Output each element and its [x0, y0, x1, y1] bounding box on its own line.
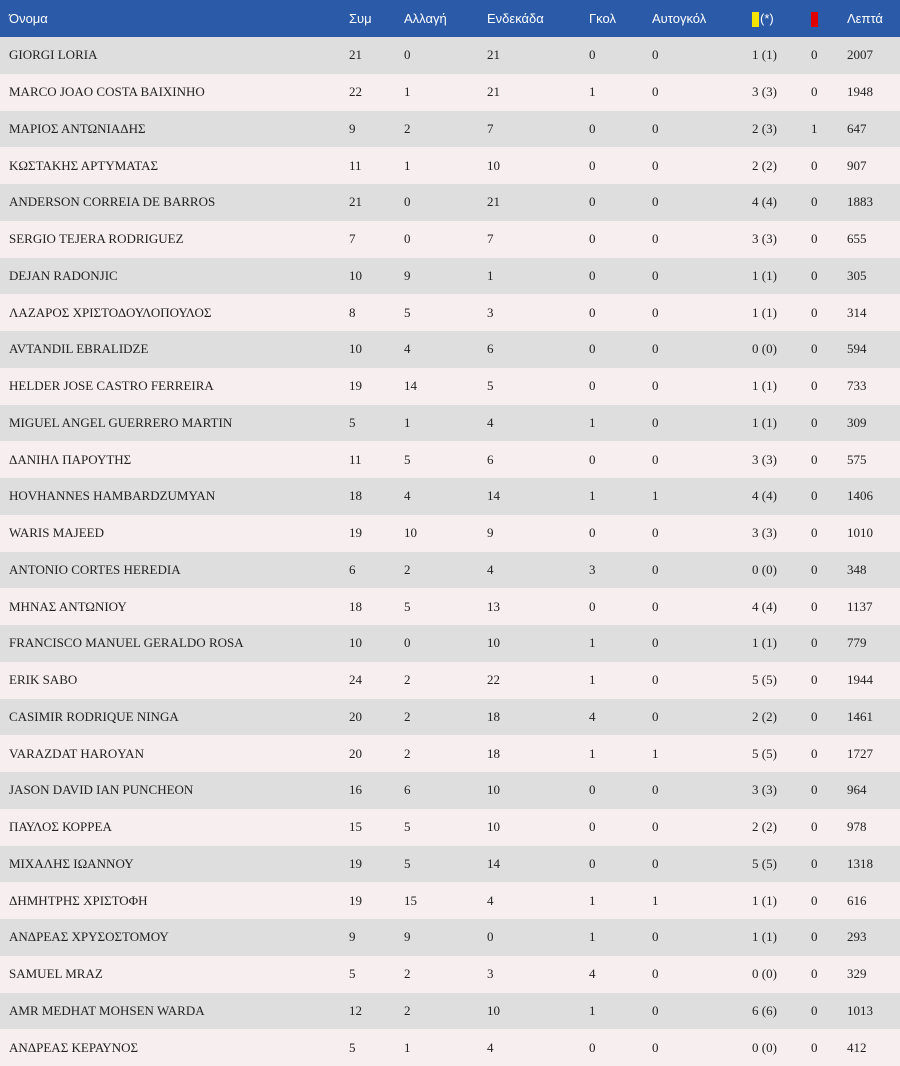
cell-minutes: 1318 [847, 855, 873, 871]
cell-apps: 20 [349, 745, 362, 761]
cell-name: FRANCISCO MANUEL GERALDO ROSA [9, 635, 244, 651]
cell-own-goals: 0 [652, 231, 659, 247]
cell-apps: 11 [349, 451, 362, 467]
cell-own-goals: 0 [652, 304, 659, 320]
cell-goals: 0 [589, 525, 596, 541]
cell-goals: 0 [589, 855, 596, 871]
cell-yellow-cards: 0 (0) [752, 341, 777, 357]
cell-yellow-cards: 2 (2) [752, 708, 777, 724]
cell-starts: 4 [487, 892, 494, 908]
cell-starts: 13 [487, 598, 500, 614]
cell-apps: 22 [349, 84, 362, 100]
cell-minutes: 594 [847, 341, 867, 357]
cell-name: ΚΩΣΤΑΚΗΣ ΑΡΤΥΜΑΤΑΣ [9, 157, 159, 173]
table-row [0, 221, 900, 258]
cell-minutes: 733 [847, 378, 867, 394]
cell-yellow-cards: 4 (4) [752, 488, 777, 504]
cell-starts: 6 [487, 341, 494, 357]
cell-name: ΜΑΡΙΟΣ ΑΝΤΩΝΙΑΔΗΣ [9, 120, 146, 136]
cell-own-goals: 0 [652, 598, 659, 614]
column-header-apps[interactable]: Συμ [349, 11, 372, 26]
cell-red-cards: 0 [811, 635, 818, 651]
table-row [0, 919, 900, 956]
cell-starts: 6 [487, 451, 494, 467]
cell-subs: 1 [404, 84, 411, 100]
cell-own-goals: 0 [652, 267, 659, 283]
cell-starts: 3 [487, 304, 494, 320]
cell-red-cards: 0 [811, 341, 818, 357]
cell-minutes: 1013 [847, 1002, 873, 1018]
cell-subs: 1 [404, 157, 411, 173]
table-row [0, 184, 900, 221]
cell-name: HOVHANNES HAMBARDZUMYAN [9, 488, 216, 504]
cell-name: CASIMIR RODRIQUE NINGA [9, 708, 179, 724]
cell-red-cards: 0 [811, 1002, 818, 1018]
cell-apps: 12 [349, 1002, 362, 1018]
cell-subs: 5 [404, 451, 411, 467]
cell-red-cards: 0 [811, 1039, 818, 1055]
cell-minutes: 293 [847, 929, 867, 945]
cell-apps: 18 [349, 598, 362, 614]
cell-own-goals: 0 [652, 47, 659, 63]
cell-minutes: 978 [847, 819, 867, 835]
cell-red-cards: 0 [811, 561, 818, 577]
cell-subs: 4 [404, 488, 411, 504]
cell-minutes: 305 [847, 267, 867, 283]
cell-goals: 4 [589, 966, 596, 982]
cell-yellow-cards: 5 (5) [752, 855, 777, 871]
cell-minutes: 329 [847, 966, 867, 982]
cell-apps: 10 [349, 341, 362, 357]
cell-goals: 1 [589, 929, 596, 945]
cell-minutes: 1944 [847, 672, 873, 688]
table-row [0, 331, 900, 368]
table-row [0, 294, 900, 331]
cell-name: GIORGI LORIA [9, 47, 98, 63]
cell-subs: 0 [404, 194, 411, 210]
cell-subs: 2 [404, 561, 411, 577]
cell-name: HELDER JOSE CASTRO FERREIRA [9, 378, 214, 394]
cell-own-goals: 0 [652, 1039, 659, 1055]
table-row [0, 809, 900, 846]
cell-red-cards: 0 [811, 231, 818, 247]
cell-subs: 4 [404, 341, 411, 357]
cell-starts: 7 [487, 120, 494, 136]
cell-apps: 9 [349, 929, 356, 945]
cell-minutes: 348 [847, 561, 867, 577]
cell-subs: 2 [404, 672, 411, 688]
cell-yellow-cards: 0 (0) [752, 966, 777, 982]
cell-starts: 7 [487, 231, 494, 247]
table-row [0, 956, 900, 993]
column-header-name[interactable]: Όνομα [9, 11, 48, 26]
cell-starts: 0 [487, 929, 494, 945]
cell-apps: 8 [349, 304, 356, 320]
cell-name: ANDERSON CORREIA DE BARROS [9, 194, 216, 210]
cell-yellow-cards: 2 (2) [752, 819, 777, 835]
cell-starts: 10 [487, 1002, 500, 1018]
cell-subs: 6 [404, 782, 411, 798]
cell-minutes: 779 [847, 635, 867, 651]
cell-red-cards: 0 [811, 378, 818, 394]
cell-yellow-cards: 1 (1) [752, 892, 777, 908]
cell-apps: 5 [349, 414, 356, 430]
table-body [0, 37, 900, 1066]
cell-apps: 9 [349, 120, 356, 136]
cell-subs: 9 [404, 929, 411, 945]
cell-goals: 0 [589, 120, 596, 136]
cell-minutes: 1406 [847, 488, 873, 504]
cell-starts: 18 [487, 708, 500, 724]
cell-goals: 0 [589, 451, 596, 467]
table-row [0, 37, 900, 74]
cell-apps: 21 [349, 47, 362, 63]
cell-starts: 21 [487, 47, 500, 63]
cell-red-cards: 0 [811, 598, 818, 614]
table-row [0, 405, 900, 442]
cell-name: MARCO JOAO COSTA BAIXINHO [9, 84, 205, 100]
cell-apps: 19 [349, 855, 362, 871]
table-row [0, 441, 900, 478]
cell-red-cards: 0 [811, 525, 818, 541]
cell-own-goals: 0 [652, 157, 659, 173]
cell-yellow-cards: 3 (3) [752, 451, 777, 467]
cell-name: AVTANDIL EBRALIDZE [9, 341, 149, 357]
cell-goals: 0 [589, 819, 596, 835]
cell-subs: 5 [404, 855, 411, 871]
cell-minutes: 616 [847, 892, 867, 908]
cell-own-goals: 0 [652, 84, 659, 100]
cell-goals: 0 [589, 157, 596, 173]
cell-name: AMR MEDHAT MOHSEN WARDA [9, 1002, 205, 1018]
cell-name: ΑΝΔΡΕΑΣ ΚΕΡΑΥΝΟΣ [9, 1039, 139, 1055]
cell-yellow-cards: 1 (1) [752, 47, 777, 63]
table-row [0, 258, 900, 295]
cell-apps: 5 [349, 966, 356, 982]
cell-own-goals: 0 [652, 194, 659, 210]
cell-own-goals: 0 [652, 525, 659, 541]
table-row [0, 662, 900, 699]
cell-goals: 1 [589, 84, 596, 100]
cell-red-cards: 0 [811, 304, 818, 320]
cell-name: ΑΝΔΡΕΑΣ ΧΡΥΣΟΣΤΟΜΟΥ [9, 929, 169, 945]
cell-name: ΜΙΧΑΛΗΣ ΙΩΑΝΝΟΥ [9, 855, 134, 871]
cell-red-cards: 0 [811, 488, 818, 504]
cell-minutes: 575 [847, 451, 867, 467]
cell-yellow-cards: 2 (3) [752, 120, 777, 136]
cell-apps: 10 [349, 267, 362, 283]
cell-name: WARIS MAJEED [9, 525, 104, 541]
cell-starts: 14 [487, 855, 500, 871]
yellow-card-icon [752, 12, 759, 27]
cell-starts: 10 [487, 157, 500, 173]
table-row [0, 735, 900, 772]
cell-goals: 1 [589, 488, 596, 504]
cell-yellow-cards: 4 (4) [752, 598, 777, 614]
cell-minutes: 907 [847, 157, 867, 173]
table-row [0, 74, 900, 111]
cell-goals: 4 [589, 708, 596, 724]
cell-apps: 20 [349, 708, 362, 724]
cell-yellow-cards: 1 (1) [752, 378, 777, 394]
column-header-goals[interactable]: Γκολ [589, 11, 616, 26]
cell-apps: 19 [349, 525, 362, 541]
cell-name: DEJAN RADONJIC [9, 267, 118, 283]
column-header-yellow-cards[interactable] [752, 0, 811, 37]
cell-subs: 0 [404, 231, 411, 247]
cell-own-goals: 1 [652, 892, 659, 908]
cell-goals: 1 [589, 745, 596, 761]
table-row [0, 882, 900, 919]
cell-red-cards: 0 [811, 745, 818, 761]
cell-subs: 15 [404, 892, 417, 908]
cell-minutes: 412 [847, 1039, 867, 1055]
cell-goals: 0 [589, 47, 596, 63]
table-row [0, 699, 900, 736]
column-header-minutes[interactable]: Λεπτά [847, 11, 883, 26]
cell-starts: 9 [487, 525, 494, 541]
cell-apps: 10 [349, 635, 362, 651]
cell-own-goals: 0 [652, 378, 659, 394]
cell-name: ΜΗΝΑΣ ΑΝΤΩΝΙΟΥ [9, 598, 127, 614]
cell-apps: 18 [349, 488, 362, 504]
cell-yellow-cards: 3 (3) [752, 231, 777, 247]
cell-minutes: 314 [847, 304, 867, 320]
cell-starts: 4 [487, 414, 494, 430]
cell-own-goals: 0 [652, 414, 659, 430]
cell-minutes: 647 [847, 120, 867, 136]
cell-name: ERIK SABO [9, 672, 78, 688]
cell-goals: 0 [589, 782, 596, 798]
cell-apps: 5 [349, 1039, 356, 1055]
cell-apps: 19 [349, 892, 362, 908]
cell-apps: 19 [349, 378, 362, 394]
table-row [0, 552, 900, 589]
cell-starts: 1 [487, 267, 494, 283]
header-row [0, 0, 900, 37]
cell-own-goals: 0 [652, 708, 659, 724]
cell-minutes: 1461 [847, 708, 873, 724]
cell-red-cards: 0 [811, 929, 818, 945]
cell-own-goals: 1 [652, 745, 659, 761]
cell-red-cards: 0 [811, 267, 818, 283]
cell-name: VARAZDAT HAROYAN [9, 745, 144, 761]
cell-red-cards: 0 [811, 782, 818, 798]
cell-apps: 15 [349, 819, 362, 835]
cell-subs: 1 [404, 414, 411, 430]
cell-own-goals: 0 [652, 451, 659, 467]
cell-starts: 14 [487, 488, 500, 504]
cell-apps: 6 [349, 561, 356, 577]
table-header [0, 0, 900, 37]
cell-goals: 0 [589, 341, 596, 357]
cell-own-goals: 0 [652, 966, 659, 982]
cell-apps: 7 [349, 231, 356, 247]
cell-minutes: 2007 [847, 47, 873, 63]
cell-goals: 0 [589, 267, 596, 283]
cell-yellow-cards: 6 (6) [752, 1002, 777, 1018]
cell-subs: 5 [404, 598, 411, 614]
table-row [0, 846, 900, 883]
cell-goals: 1 [589, 672, 596, 688]
cell-apps: 16 [349, 782, 362, 798]
cell-red-cards: 0 [811, 892, 818, 908]
cell-name: SAMUEL MRAZ [9, 966, 103, 982]
cell-minutes: 309 [847, 414, 867, 430]
cell-own-goals: 0 [652, 120, 659, 136]
cell-name: ΠΑΥΛΟΣ ΚΟΡΡΕΑ [9, 819, 112, 835]
cell-subs: 9 [404, 267, 411, 283]
cell-starts: 4 [487, 1039, 494, 1055]
cell-goals: 0 [589, 598, 596, 614]
cell-yellow-cards: 1 (1) [752, 267, 777, 283]
cell-goals: 1 [589, 635, 596, 651]
cell-minutes: 964 [847, 782, 867, 798]
cell-subs: 0 [404, 47, 411, 63]
cell-yellow-cards: 1 (1) [752, 414, 777, 430]
cell-starts: 10 [487, 782, 500, 798]
cell-subs: 5 [404, 819, 411, 835]
cell-goals: 0 [589, 194, 596, 210]
column-header-own-goals[interactable]: Αυτογκόλ [652, 11, 707, 26]
cell-goals: 1 [589, 1002, 596, 1018]
cell-yellow-cards: 5 (5) [752, 672, 777, 688]
table-row [0, 515, 900, 552]
cell-yellow-cards: 3 (3) [752, 525, 777, 541]
table-row [0, 1029, 900, 1066]
cell-goals: 3 [589, 561, 596, 577]
cell-yellow-cards: 3 (3) [752, 782, 777, 798]
cell-red-cards: 0 [811, 855, 818, 871]
cell-goals: 0 [589, 378, 596, 394]
cell-minutes: 655 [847, 231, 867, 247]
cell-red-cards: 0 [811, 819, 818, 835]
column-header-red-cards[interactable] [811, 0, 847, 37]
cell-starts: 10 [487, 635, 500, 651]
cell-red-cards: 0 [811, 966, 818, 982]
cell-subs: 14 [404, 378, 417, 394]
cell-starts: 3 [487, 966, 494, 982]
cell-name: SERGIO TEJERA RODRIGUEZ [9, 231, 184, 247]
column-header-starts[interactable]: Ενδεκάδα [487, 11, 544, 26]
cell-apps: 11 [349, 157, 362, 173]
cell-starts: 5 [487, 378, 494, 394]
cell-yellow-cards: 3 (3) [752, 84, 777, 100]
cell-own-goals: 0 [652, 819, 659, 835]
cell-subs: 10 [404, 525, 417, 541]
cell-name: ΛΑΖΑΡΟΣ ΧΡΙΣΤΟΔΟΥΛΟΠΟΥΛΟΣ [9, 304, 212, 320]
cell-subs: 2 [404, 120, 411, 136]
cell-name: ΔΑΝΙΗΛ ΠΑΡΟΥΤΗΣ [9, 451, 132, 467]
cell-yellow-cards: 2 (2) [752, 157, 777, 173]
cell-minutes: 1010 [847, 525, 873, 541]
cell-subs: 2 [404, 966, 411, 982]
cell-goals: 1 [589, 414, 596, 430]
cell-yellow-cards: 0 (0) [752, 1039, 777, 1055]
table-row [0, 368, 900, 405]
cell-starts: 21 [487, 194, 500, 210]
cell-minutes: 1883 [847, 194, 873, 210]
table-row [0, 993, 900, 1030]
cell-red-cards: 0 [811, 451, 818, 467]
cell-starts: 21 [487, 84, 500, 100]
cell-red-cards: 0 [811, 414, 818, 430]
cell-starts: 18 [487, 745, 500, 761]
cell-red-cards: 1 [811, 120, 818, 136]
cell-goals: 1 [589, 892, 596, 908]
cell-subs: 2 [404, 1002, 411, 1018]
cell-apps: 21 [349, 194, 362, 210]
cell-yellow-cards: 4 (4) [752, 194, 777, 210]
cell-red-cards: 0 [811, 194, 818, 210]
cell-own-goals: 0 [652, 635, 659, 651]
table-row [0, 147, 900, 184]
table-row [0, 588, 900, 625]
cell-own-goals: 0 [652, 929, 659, 945]
cell-subs: 1 [404, 1039, 411, 1055]
cell-yellow-cards: 1 (1) [752, 635, 777, 651]
table-row [0, 111, 900, 148]
cell-yellow-cards: 1 (1) [752, 304, 777, 320]
cell-own-goals: 1 [652, 488, 659, 504]
cell-goals: 0 [589, 231, 596, 247]
cell-red-cards: 0 [811, 157, 818, 173]
cell-yellow-cards: 5 (5) [752, 745, 777, 761]
cell-name: ΔΗΜΗΤΡΗΣ ΧΡΙΣΤΟΦΗ [9, 892, 148, 908]
cell-red-cards: 0 [811, 84, 818, 100]
cell-subs: 2 [404, 708, 411, 724]
cell-minutes: 1137 [847, 598, 873, 614]
cell-own-goals: 0 [652, 341, 659, 357]
cell-goals: 0 [589, 304, 596, 320]
cell-yellow-cards: 0 (0) [752, 561, 777, 577]
cell-red-cards: 0 [811, 672, 818, 688]
cell-red-cards: 0 [811, 47, 818, 63]
cell-subs: 0 [404, 635, 411, 651]
table-row [0, 478, 900, 515]
cell-minutes: 1727 [847, 745, 873, 761]
cell-red-cards: 0 [811, 708, 818, 724]
red-card-icon [811, 12, 818, 27]
cell-subs: 2 [404, 745, 411, 761]
cell-name: JASON DAVID IAN PUNCHEON [9, 782, 194, 798]
table-row [0, 772, 900, 809]
cell-starts: 4 [487, 561, 494, 577]
cell-subs: 5 [404, 304, 411, 320]
column-header-subs[interactable]: Αλλαγή [404, 11, 447, 26]
cell-goals: 0 [589, 1039, 596, 1055]
cell-own-goals: 0 [652, 855, 659, 871]
cell-own-goals: 0 [652, 1002, 659, 1018]
cell-starts: 10 [487, 819, 500, 835]
cell-apps: 24 [349, 672, 362, 688]
cell-minutes: 1948 [847, 84, 873, 100]
cell-yellow-cards: 1 (1) [752, 929, 777, 945]
cell-name: ANTONIO CORTES HEREDIA [9, 561, 181, 577]
yellow-cards-suffix: (*) [760, 11, 774, 27]
cell-own-goals: 0 [652, 782, 659, 798]
cell-own-goals: 0 [652, 672, 659, 688]
cell-own-goals: 0 [652, 561, 659, 577]
cell-name: MIGUEL ANGEL GUERRERO MARTIN [9, 414, 233, 430]
cell-starts: 22 [487, 672, 500, 688]
table-row [0, 625, 900, 662]
